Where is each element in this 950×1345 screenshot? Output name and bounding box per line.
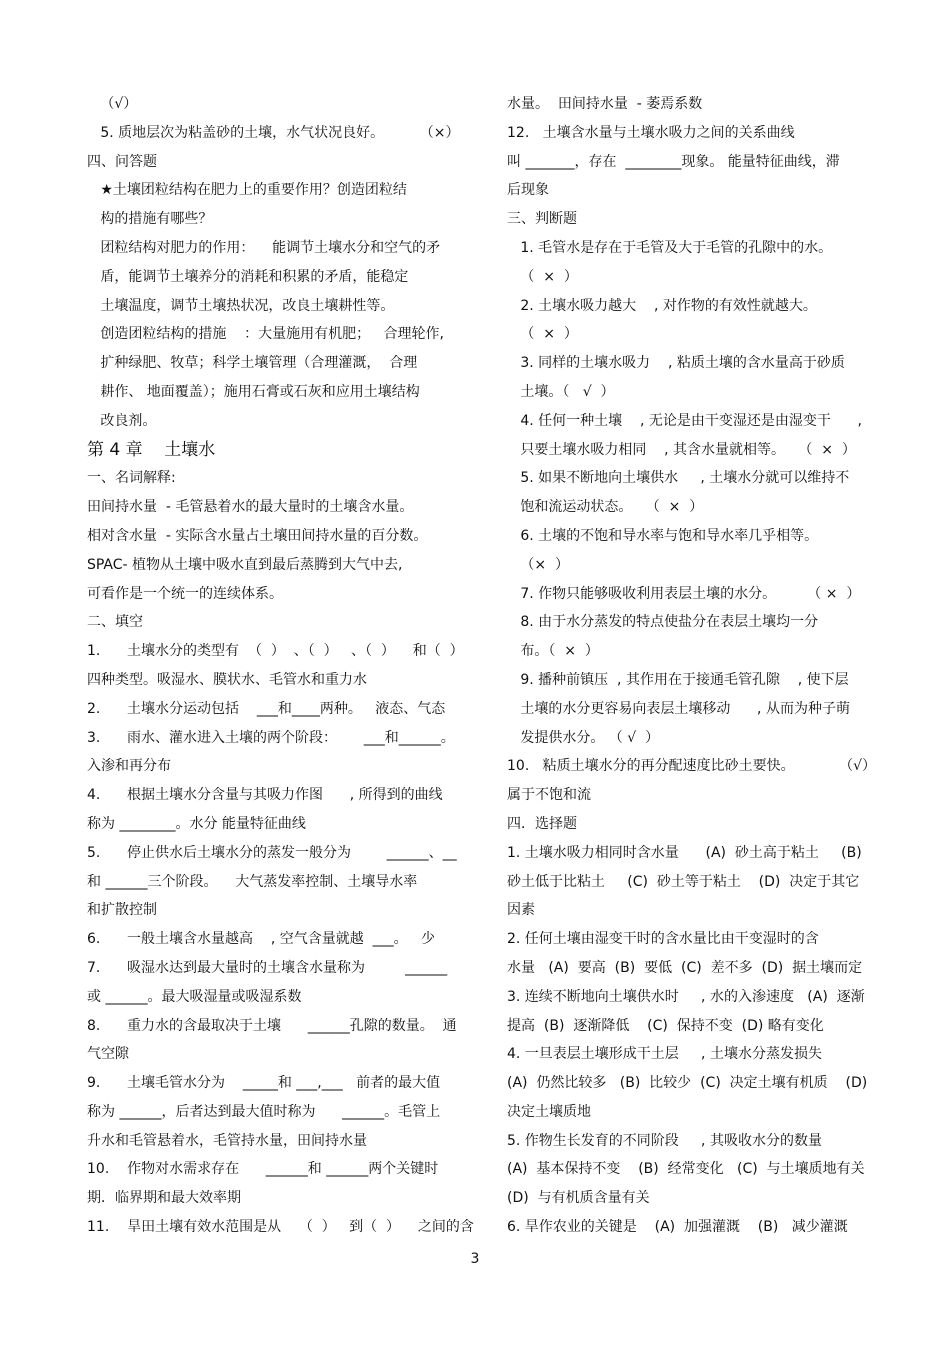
text-line: 6. 旱作农业的关键是 (A) 加强灌溉 (B) 减少灌溉 [507,1219,848,1236]
section-heading: 二、填空 [87,614,143,631]
text-line: 2. 土壤水分运动包括 ___和____两种。 液态、气态 [87,700,446,717]
text-line: （ × ） [507,268,578,285]
text-line: 可看作是一个统一的连续体系。 [87,585,283,602]
text-line: 相对含水量 - 实际含水量占土壤田间持水量的百分数。 [87,527,428,544]
text-line: 田间持水量 - 毛管悬着水的最大量时的土壤含水量。 [87,499,414,516]
text-line: 4. 一旦表层土壤形成干土层 , 土壤水分蒸发损失 [507,1046,822,1063]
text-line: 3. 同样的土壤水吸力 , 粘质土壤的含水量高于砂质 [507,355,845,372]
text-line: 1. 土壤水吸力相同时含水量 (A) 砂土高于粘土 (B) [507,844,862,861]
section-heading: 一、名词解释: [87,470,176,487]
text-line: SPAC- 植物从土壤中吸水直到最后蒸腾到大气中去, [87,556,403,573]
text-line: 土壤。（ √ ） [507,383,615,400]
text-line: 土壤温度，调节土壤热状况，改良土壤耕性等。 [87,297,395,314]
text-line: （√） [87,96,138,112]
text-line: 11. 旱田土壤有效水范围是从 （ ） 到（ ） 之间的含 [87,1219,474,1236]
text-line: 水量。 田间持水量 - 萎焉系数 [507,96,703,112]
text-line: 饱和流运动状态。 （ × ） [507,499,704,516]
section-heading: 三、判断题 [507,211,577,228]
section-heading: 四．选择题 [507,815,577,832]
text-line: 只要土壤水吸力相同 , 其含水量就相等。 （ × ） [507,441,856,458]
text-line: 布。（ × ） [507,643,599,660]
text-line: 或 ______。最大吸湿量或吸湿系数 [87,988,302,1005]
text-line: 12. 土壤含水量与土壤水吸力之间的关系曲线 [507,124,795,141]
text-line: 5. 如果不断地向土壤供水 , 土壤水分就可以维持不 [507,470,850,487]
text-line: 7. 作物只能够吸收利用表层土壤的水分。 （ × ） [507,585,861,602]
text-line: 发提供水分。 （ √ ） [507,729,660,746]
text-line: 提高 (B) 逐渐降低 (C) 保持不变 (D) 略有变化 [507,1017,824,1034]
text-line: 扩种绿肥、牧草；科学土壤管理（合理灌溉， 合理 [87,355,418,372]
text-line: 9. 播种前镇压 , 其作用在于接通毛管孔隙 , 使下层 [507,671,849,688]
text-line: 4. 根据土壤水分含量与其吸力作图 , 所得到的曲线 [87,787,443,804]
text-line: 和扩散控制 [87,902,157,919]
text-line: （ × ） [507,326,578,343]
text-line: 2. 土壤水吸力越大 , 对作物的有效性就越大。 [507,297,817,314]
text-line: 4. 任何一种土壤 , 无论是由干变湿还是由湿变干 , [507,412,863,429]
text-line: 8. 重力水的含最取决于土壤 ______孔隙的数量。 通 [87,1017,457,1034]
page-number: 3 [470,1251,480,1267]
text-line: 和 ______三个阶段。 大气蒸发率控制、土壤导水率 [87,873,418,890]
text-line: 称为 ________。水分 能量特征曲线 [87,815,306,832]
text-line: 称为 ______，后者达到最大值时称为 ______。毛管上 [87,1103,441,1120]
text-line: 升水和毛管悬着水，毛管持水量，田间持水量 [87,1132,367,1149]
text-line: 后现象 [507,182,549,199]
text-line: 5. 停止供水后土壤水分的蒸发一般分为 ______、__ [87,844,457,861]
text-line: 3. 雨水、灌水进入土壤的两个阶段： ___和______。 [87,729,455,746]
section-heading: 四、问答题 [87,153,157,170]
text-line: (D) 与有机质含量有关 [507,1190,650,1207]
text-line: 期．临界期和最大效率期 [87,1190,241,1207]
chapter-title: 第 4 章 土壤水 [87,439,216,460]
text-line: 9. 土壤毛管水分为 _____和 ___,___ 前者的最大值 [87,1075,441,1092]
left-column [87,90,477,1242]
text-line: （× ） [507,556,569,573]
text-line: 水量 (A) 要高 (B) 要低 (C) 差不多 (D) 据土壤而定 [507,959,863,976]
text-line: 7. 吸湿水达到最大量时的土壤含水量称为 ______ [87,959,448,976]
text-line: ★土壤团粒结构在肥力上的重要作用？创造团粒结 [87,182,407,199]
text-line: (A) 基本保持不变 (B) 经常变化 (C) 与土壤质地有关 [507,1161,865,1178]
text-line: 10. 作物对水需求存在 ______和 ______两个关键时 [87,1161,439,1178]
right-column [507,90,902,1242]
text-line: 2. 任何土壤由湿变干时的含水量比由干变湿时的含 [507,931,819,948]
text-line: (A) 仍然比较多 (B) 比较少 (C) 决定土壤有机质 (D) [507,1075,868,1092]
text-line: 构的措施有哪些？ [87,211,213,228]
text-line: 10. 粘质土壤水分的再分配速度比砂土要快。 （√） [507,758,877,775]
text-line: 叫 _______，存在 ________现象。 能量特征曲线，滞 [507,153,840,170]
text-line: 入渗和再分布 [87,758,171,775]
text-line: 1. 土壤水分的类型有 （ ） 、（ ） 、（ ） 和（ ） [87,643,464,660]
text-line: 砂土低于比粘土 (C) 砂土等于粘土 (D) 决定于其它 [507,873,860,890]
text-line: 创造团粒结构的措施 ：大量施用有机肥； 合理轮作, [87,326,444,343]
text-line: 3. 连续不断地向土壤供水时 , 水的入渗速度 (A) 逐渐 [507,988,865,1005]
text-line: 1. 毛管水是存在于毛管及大于毛管的孔隙中的水。 [507,239,833,256]
text-line: 耕作、 地面覆盖）；施用石膏或石灰和应用土壤结构 [87,383,420,400]
text-line: 6. 一般土壤含水量越高 , 空气含量就越 ___。 少 [87,931,436,948]
text-line: 决定土壤质地 [507,1103,591,1120]
text-line: 改良剂。 [87,412,157,429]
text-line: 气空隙 [87,1046,129,1063]
text-line: 盾，能调节土壤养分的消耗和积累的矛盾，能稳定 [87,268,409,285]
text-line: 属于不饱和流 [507,787,591,804]
text-line: 团粒结构对肥力的作用： 能调节土壤水分和空气的矛 [87,239,441,256]
text-line: 6. 土壤的不饱和导水率与饱和导水率几乎相等。 [507,527,819,544]
text-line: 四种类型。吸湿水、膜状水、毛管水和重力水 [87,671,367,688]
text-line: 因素 [507,902,535,919]
text-line: 5. 作物生长发育的不同阶段 , 其吸收水分的数量 [507,1132,822,1149]
text-line: 8. 由于水分蒸发的特点使盐分在表层土壤均一分 [507,614,819,631]
text-line: 5. 质地层次为粘盖砂的土壤，水气状况良好。 （×） [87,124,460,141]
text-line: 土壤的水分更容易向表层土壤移动 , 从而为种子萌 [507,700,850,717]
